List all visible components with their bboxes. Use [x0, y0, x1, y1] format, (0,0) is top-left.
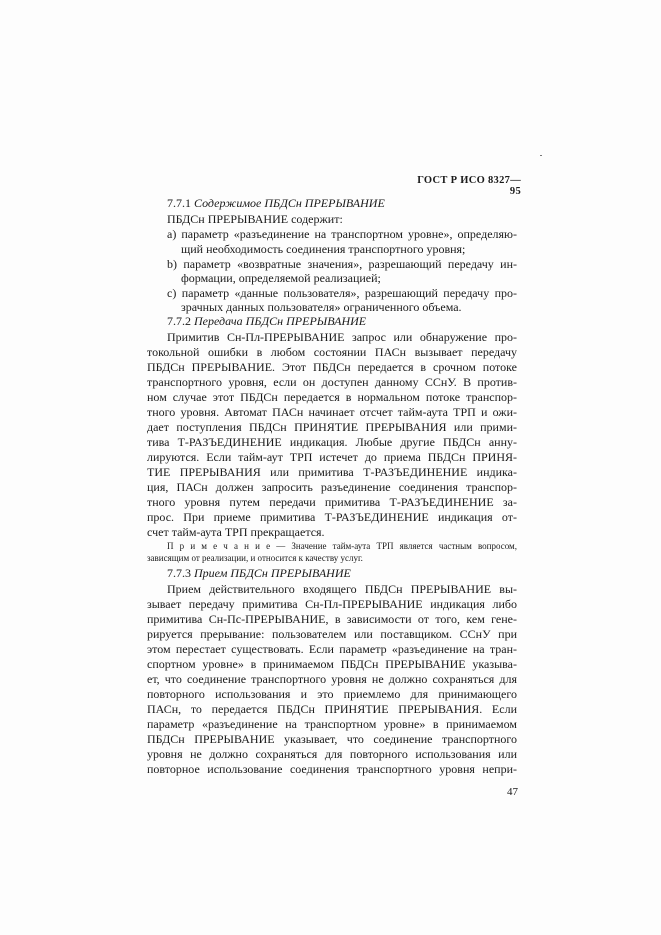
list-item-b: b) параметр «возвратные значения», разрешающий передачу ин- — [167, 257, 517, 271]
text-line: рируется прерывание: пользователем или поставщиком. ССнУ при — [147, 627, 517, 641]
list-item-a: а) параметр «разъединение на транспортном уровне», определяю- — [167, 227, 517, 241]
section-heading-7-7-3: 7.7.3 Прием ПБДСн ПРЕРЫВАНИЕ — [167, 566, 351, 580]
text-line: ПБДСн ПРЕРЫВАНИЕ указывает, что соединение транспортного — [147, 732, 517, 746]
text-line: транспортного уровня, если он доступен данному ССнУ. В против- — [147, 375, 517, 389]
scan-speck — [540, 155, 542, 156]
text-line: Прием действительного входящего ПБДСн ПРЕРЫВАНИЕ вы- — [167, 582, 517, 596]
page-number: 47 — [507, 786, 518, 798]
text-line: ПБДСн ПРЕРЫВАНИЕ. Этот ПБДСн передается в срочном потоке — [147, 360, 517, 374]
text-line: ция, ПАСн должен запросить разъединение соединения транспор- — [147, 480, 517, 494]
standard-code-header: ГОСТ Р ИСО 8327—95 — [417, 175, 521, 197]
text-line: дает поступления ПБДСн ПРИНЯТИЕ ПРЕРЫВАНИЯ или прими- — [147, 420, 517, 434]
text-line: примитива Сн-Пс-ПРЕРЫВАНИЕ, в зависимости от того, кем гене- — [147, 612, 517, 626]
text-line: ПАСн, то передается ПБДСн ПРИНЯТИЕ ПРЕРЫВАНИЯ. Если — [147, 702, 517, 716]
text-line: лируются. Если тайм-аут ТРП истечет до приема ПБДСн ПРИНЯ- — [147, 450, 517, 464]
note-line: П р и м е ч а н и е — Значение тайм-аута ТРП является частным вопросом, — [167, 541, 517, 551]
section-heading-7-7-2: 7.7.2 Передача ПБДСн ПРЕРЫВАНИЕ — [167, 314, 367, 328]
text-line: повторное использование соединения транспортного уровня непри- — [147, 762, 517, 776]
text-line: спортном уровне» в принимаемом ПБДСн ПРЕРЫВАНИЕ указыва- — [147, 657, 517, 671]
text-line: щий необходимость соединения транспортного уровня; — [181, 242, 466, 256]
note-line: зависящим от реализации, и относится к качеству услуг. — [147, 553, 363, 563]
text-line: повторного использования и это приемлемо для принимающего — [147, 687, 517, 701]
text-line: ном случае этот ПБДСн передается в нормальном потоке транспор- — [147, 390, 517, 404]
text-line: токольной ошибки в любом состоянии ПАСн вызывает передачу — [147, 345, 517, 359]
text-line: ТИЕ ПРЕРЫВАНИЯ или примитива Т-РАЗЪЕДИНЕНИЕ индика- — [147, 465, 517, 479]
text-line: этом перестает существовать. Если параметр «разъединение на тран- — [147, 642, 517, 656]
text-line: тного уровня. Автомат ПАСн начинает отсчет тайм-аута ТРП и ожи- — [147, 405, 517, 419]
text-line: ПБДСн ПРЕРЫВАНИЕ содержит: — [167, 212, 343, 226]
text-line: Примитив Сн-Пл-ПРЕРЫВАНИЕ запрос или обнаружение про- — [167, 330, 517, 344]
list-item-c: с) параметр «данные пользователя», разрешающий передачу про- — [167, 286, 517, 300]
text-line: тива Т-РАЗЪЕДИНЕНИЕ индикация. Любые другие ПБДСн анну- — [147, 435, 517, 449]
text-line: ет, что соединение транспортного уровня не должно сохраняться для — [147, 672, 517, 686]
text-line: прос. При приеме примитива Т-РАЗЪЕДИНЕНИЕ индикация от- — [147, 510, 517, 524]
text-line: зывает передачу примитива Сн-Пл-ПРЕРЫВАНИЕ индикация либо — [147, 597, 517, 611]
text-line: формации, определяемой реализацией; — [181, 271, 381, 285]
section-heading-7-7-1: 7.7.1 Содержимое ПБДСн ПРЕРЫВАНИЕ — [167, 196, 385, 210]
text-line: счет тайм-аута ТРП прекращается. — [147, 525, 325, 539]
text-line: зрачных данных пользователя» ограниченного объема. — [181, 300, 462, 314]
text-line: тного уровня путем передачи примитива Т-РАЗЪЕДИНЕНИЕ за- — [147, 495, 517, 509]
text-line: уровня не должно сохраняться для повторного использования или — [147, 747, 517, 761]
text-line: параметр «разъединение на транспортном уровне» в принимаемом — [147, 717, 517, 731]
